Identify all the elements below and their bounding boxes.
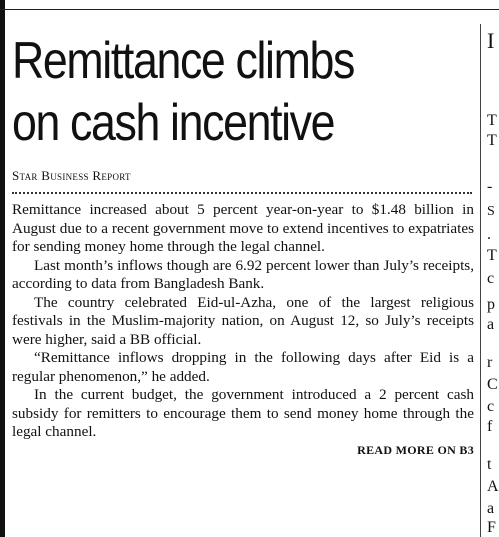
- headline: [12, 30, 476, 154]
- adjacent-column-fragment: p: [487, 296, 495, 313]
- adjacent-column-fragment: .: [487, 226, 491, 243]
- top-rule: [0, 9, 499, 10]
- column-divider: [480, 24, 481, 537]
- adjacent-column-fragment: S: [487, 204, 495, 219]
- adjacent-column-fragment: a: [487, 316, 495, 333]
- adjacent-column-fragment: T: [487, 112, 497, 129]
- adjacent-column-fragment: C: [487, 376, 498, 393]
- paragraph: “Remittance inflows dropping in the following days after Eid is a regular phenomenon,” he added.: [12, 349, 474, 385]
- adjacent-column-fragment: a: [487, 500, 495, 517]
- paragraph: Remittance increased about 5 percent year-on-year to $1.48 billion in August due to a recent government move to extend incentives to expatriates for sending money home through the legal channel.: [12, 201, 474, 255]
- headline-line-1: Remittance climbs: [12, 32, 354, 90]
- adjacent-column-fragment: t: [487, 456, 492, 473]
- paragraph: In the current budget, the government introduced a 2 percent cash subsidy for remitters to encourage them to send money home through the legal channel.: [12, 386, 474, 440]
- left-edge-bar: [0, 0, 5, 537]
- adjacent-column-fragment: T: [487, 247, 497, 264]
- adjacent-column-fragment: c: [487, 270, 495, 287]
- article-body: [12, 201, 474, 442]
- adjacent-column-fragment: T: [487, 132, 497, 149]
- adjacent-column-fragment: -: [487, 178, 493, 195]
- adjacent-column-fragment: A: [487, 478, 499, 495]
- adjacent-column-fragment: f: [487, 418, 493, 435]
- adjacent-column-fragment: I: [487, 32, 495, 50]
- adjacent-column-fragment: c: [487, 398, 495, 415]
- adjacent-column-fragment: F: [487, 519, 496, 536]
- dotted-separator: [12, 192, 472, 194]
- news-article: [12, 30, 474, 458]
- byline: Star Business Report: [12, 168, 131, 183]
- adjacent-column-fragment: r: [487, 354, 493, 371]
- headline-line-2: on cash incentive: [12, 94, 335, 152]
- paragraph: The country celebrated Eid-ul-Azha, one of the largest religious festivals in the Muslim-majority nation, on August 12, so July’s receipts were higher, said a BB official.: [12, 293, 474, 348]
- read-more-link[interactable]: READ MORE ON B3: [357, 442, 474, 457]
- paragraph: Last month’s inflows though are 6.92 percent lower than July’s receipts, according to data from Bangladesh Bank.: [12, 256, 474, 292]
